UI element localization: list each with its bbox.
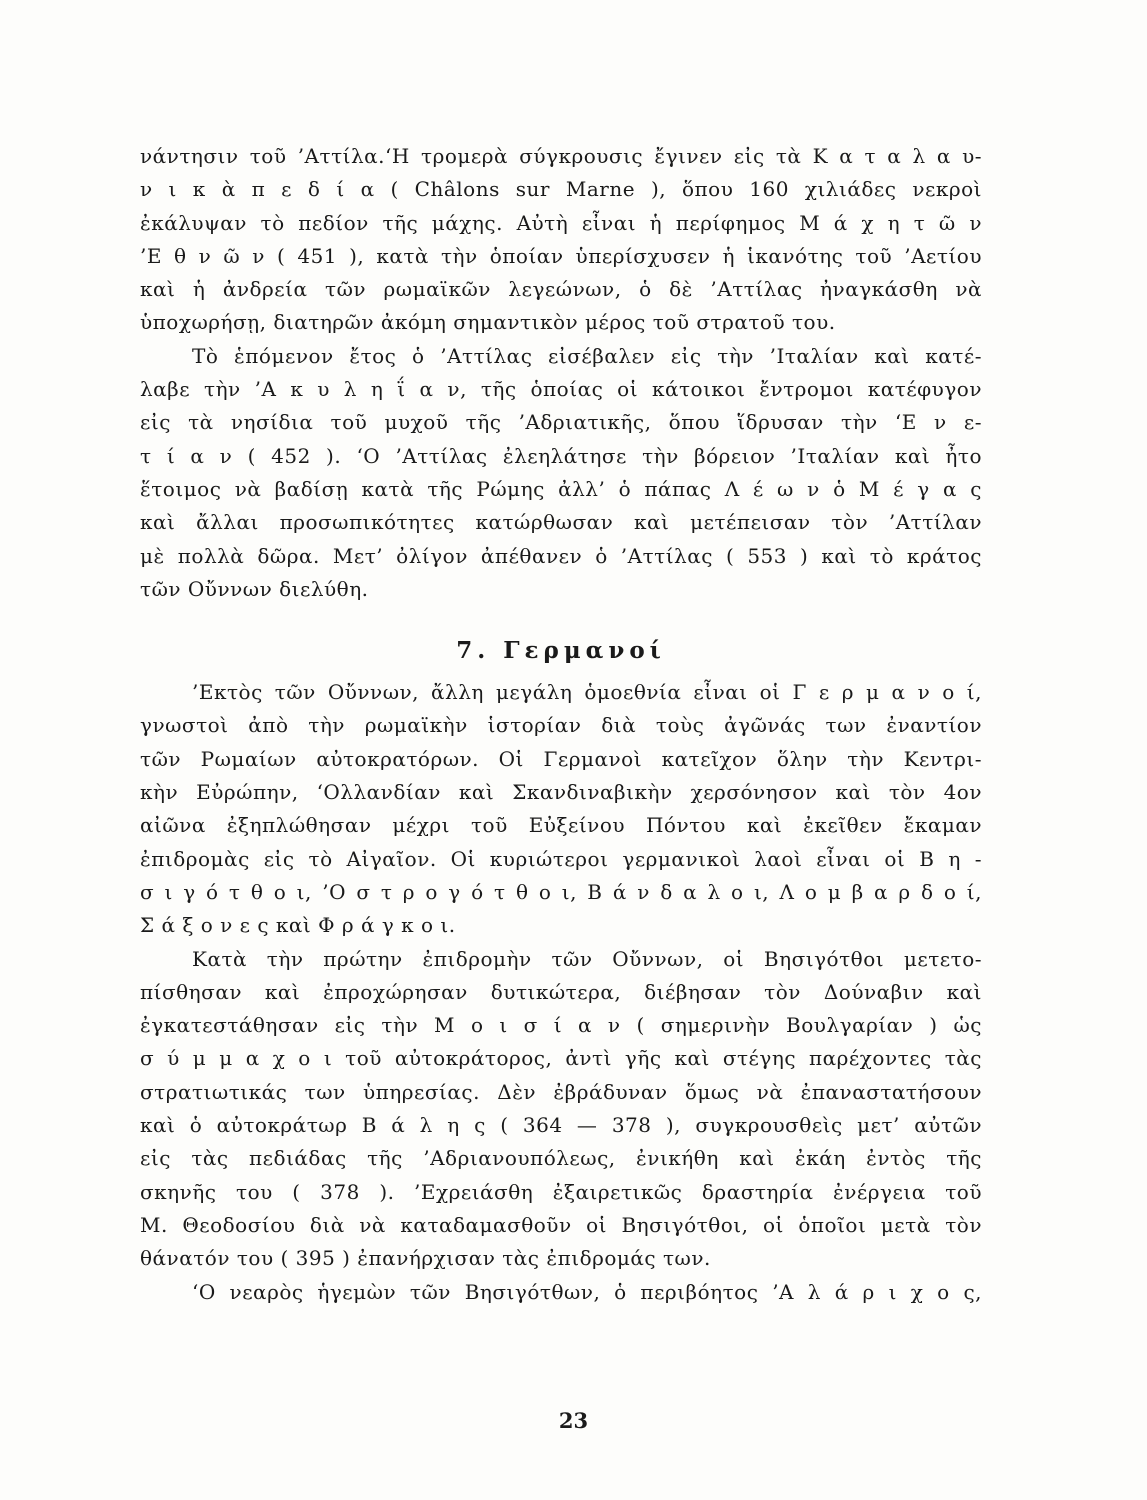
text-line: γνωστοὶ ἀπὸ τὴν ρωμαϊκὴν ἱστορίαν διὰ τοὺς ἀγῶνάς των ἐναντίον bbox=[140, 713, 982, 738]
text-line: Τὸ ἑπόμενον ἔτος ὁ ’Αττίλας εἰσέβαλεν εἰς τὴν ’Ιταλίαν καὶ κατέ- bbox=[192, 343, 982, 368]
text-line: ’Ε θ ν ῶ ν ( 451 ), κατὰ τὴν ὁποίαν ὑπερίσχυσεν ἡ ἱκανότης τοῦ ’Αετίου bbox=[140, 243, 982, 268]
paragraph-germans-intro bbox=[140, 676, 982, 942]
text-line: ἕτοιμος νὰ βαδίσῃ κατὰ τῆς Ρώμης ἀλλ’ ὁ πάπας Λ έ ω ν ὁ Μ έ γ α ς bbox=[140, 476, 982, 501]
text-line: Σ ά ξ ο ν ε ς καὶ Φ ρ ά γ κ ο ι. bbox=[140, 913, 456, 938]
text-line: ’Εκτὸς τῶν Οὔννων, ἄλλη μεγάλη ὁμοεθνία εἶναι οἱ Γ ε ρ μ α ν ο ί, bbox=[192, 680, 982, 705]
page-number: 23 bbox=[558, 1408, 589, 1433]
text-line: ν ι κ ὰ π ε δ ί α ( Châlons sur Marne ), ὅπου 160 χιλιάδες νεκροὶ bbox=[140, 177, 982, 202]
text-line: αἰῶνα ἐξηπλώθησαν μέχρι τοῦ Εὐξείνου Πόντου καὶ ἐκεῖθεν ἔκαμαν bbox=[140, 813, 982, 838]
text-line: θάνατόν του ( 395 ) ἐπανήρχισαν τὰς ἐπιδρομάς των. bbox=[140, 1246, 711, 1271]
text-line: ὑποχωρήσῃ, διατηρῶν ἀκόμη σημαντικὸν μέρος τοῦ στρατοῦ του. bbox=[140, 310, 836, 335]
text-line: εἰς τὰς πεδιάδας τῆς ’Αδριανουπόλεως, ἐνικήθη καὶ ἐκάη ἐντὸς τῆς bbox=[140, 1146, 982, 1171]
text-line: καὶ ἡ ἀνδρεία τῶν ρωμαϊκῶν λεγεώνων, ὁ δὲ ’Αττίλας ἠναγκάσθη νὰ bbox=[140, 277, 982, 302]
text-line: ἐγκατεστάθησαν εἰς τὴν Μ ο ι σ ί α ν ( σημερινὴν Βουλγαρίαν ) ὡς bbox=[140, 1013, 982, 1038]
text-line: τ ί α ν ( 452 ). ‘Ο ’Αττίλας ἐλεηλάτησε τὴν βόρειον ’Ιταλίαν καὶ ἦτο bbox=[140, 443, 982, 468]
text-line: Μ. Θεοδοσίου διὰ νὰ καταδαμασθοῦν οἱ Βησιγότθοι, οἱ ὁποῖοι μετὰ τὸν bbox=[140, 1212, 982, 1237]
text-line: στρατιωτικάς των ὑπηρεσίας. Δὲν ἐβράδυναν ὅμως νὰ ἐπαναστατήσουν bbox=[140, 1079, 982, 1104]
paragraph-attila-battle bbox=[140, 140, 982, 340]
paragraph-visigoths bbox=[140, 943, 982, 1276]
text-line: καὶ ὁ αὐτοκράτωρ Β ά λ η ς ( 364 — 378 ), συγκρουσθεὶς μετ’ αὐτῶν bbox=[140, 1113, 982, 1138]
page-body bbox=[140, 140, 982, 1309]
text-line: ‘Ο νεαρὸς ἡγεμὼν τῶν Βησιγότθων, ὁ περιβόητος ’Α λ ά ρ ι χ ο ς, bbox=[192, 1279, 982, 1304]
text-line: ἐπιδρομὰς εἰς τὸ Αἰγαῖον. Οἱ κυριώτεροι γερμανικοὶ λαοὶ εἶναι οἱ Β η - bbox=[140, 846, 982, 871]
paragraph-attila-italy bbox=[140, 340, 982, 606]
text-line: εἰς τὰ νησίδια τοῦ μυχοῦ τῆς ’Αδριατικῆς, ὅπου ἵδρυσαν τὴν ‘Ε ν ε- bbox=[140, 410, 982, 435]
text-line: καὶ ἄλλαι προσωπικότητες κατώρθωσαν καὶ μετέπεισαν τὸν ’Αττίλαν bbox=[140, 510, 982, 535]
text-line: τῶν Ρωμαίων αὐτοκρατόρων. Οἱ Γερμανοὶ κατεῖχον ὅλην τὴν Κεντρι- bbox=[140, 746, 982, 771]
text-line: σ ι γ ό τ θ ο ι, ’Ο σ τ ρ ο γ ό τ θ ο ι, Β ά ν δ α λ ο ι, Λ ο μ β α ρ δ ο ί, bbox=[140, 879, 982, 904]
text-line: ἐκάλυψαν τὸ πεδίον τῆς μάχης. Αὐτὴ εἶναι ἡ περίφημος Μ ά χ η τ ῶ ν bbox=[140, 210, 982, 235]
text-line: κὴν Εὐρώπην, ‘Ολλανδίαν καὶ Σκανδιναβικὴν χερσόνησον καὶ τὸν 4ον bbox=[140, 780, 982, 805]
text-line: πίσθησαν καὶ ἐπροχώρησαν δυτικώτερα, διέβησαν τὸν Δούναβιν καὶ bbox=[140, 979, 982, 1004]
text-line: σκηνῆς του ( 378 ). ’Εχρειάσθη ἐξαιρετικῶς δραστηρία ἐνέργεια τοῦ bbox=[140, 1179, 982, 1204]
text-line: σ ύ μ μ α χ ο ι τοῦ αὐτοκράτορος, ἀντὶ γῆς καὶ στέγης παρέχοντες τὰς bbox=[140, 1046, 982, 1071]
text-line: μὲ πολλὰ δῶρα. Μετ’ ὀλίγον ἀπέθανεν ὁ ’Αττίλας ( 553 ) καὶ τὸ κράτος bbox=[140, 543, 982, 568]
paragraph-alaric bbox=[140, 1276, 982, 1309]
text-line: λαβε τὴν ’Α κ υ λ η ΐ α ν, τῆς ὁποίας οἱ κάτοικοι ἔντρομοι κατέφυγον bbox=[140, 377, 982, 402]
text-line: νάντησιν τοῦ ’Αττίλα.‘Η τρομερὰ σύγκρουσις ἔγινεν εἰς τὰ Κ α τ α λ α υ- bbox=[140, 144, 982, 168]
text-line: Κατὰ τὴν πρώτην ἐπιδρομὴν τῶν Οὔννων, οἱ Βησιγότθοι μετετο- bbox=[192, 946, 982, 971]
text-line: τῶν Οὔννων διελύθη. bbox=[140, 576, 369, 601]
section-heading: 7. Γερμανοί bbox=[456, 637, 666, 665]
